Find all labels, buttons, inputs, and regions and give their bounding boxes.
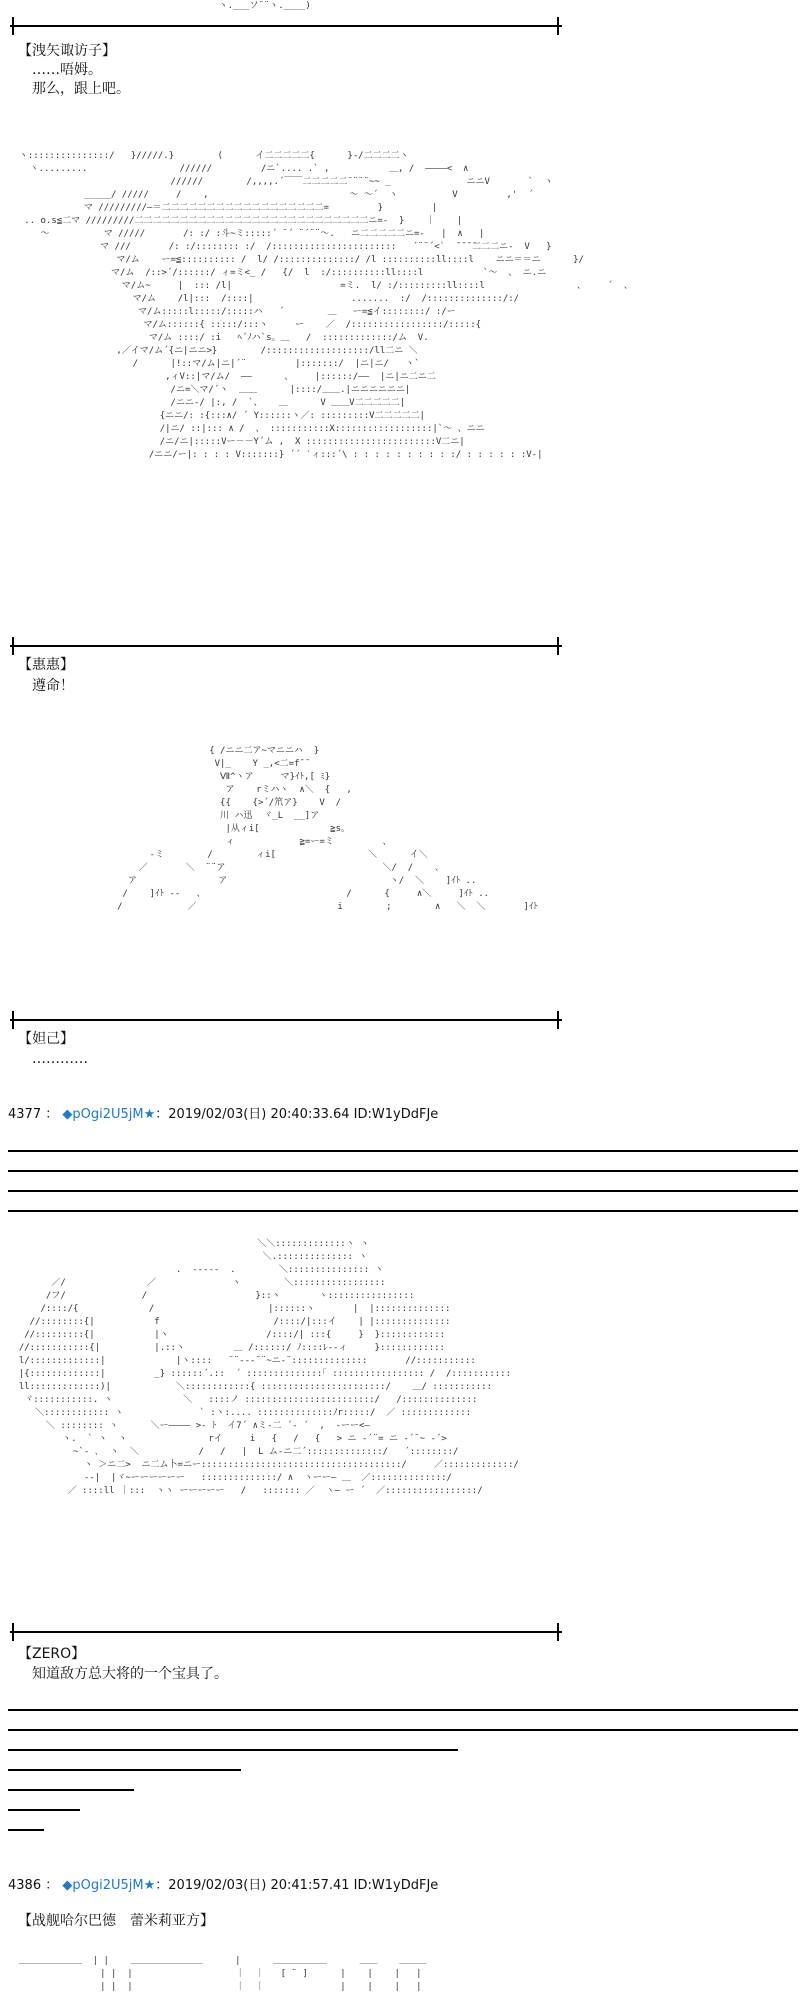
post-separator: ：	[45, 1107, 59, 1122]
ruler-line	[10, 1019, 562, 1021]
separator-rule	[8, 1150, 798, 1152]
speaker-label: 【战舰哈尔巴德 蕾米莉亚方】	[18, 1913, 214, 1929]
speaker-label: 【ZERO】	[18, 1646, 86, 1662]
ruler-tick	[12, 637, 14, 655]
post-header	[8, 1107, 438, 1123]
post-number: 4377	[8, 1107, 42, 1122]
separator-rule	[8, 1809, 80, 1811]
post-separator: ：	[45, 1878, 59, 1893]
dialogue-line: …………	[32, 1051, 88, 1067]
separator-rule	[8, 1170, 798, 1172]
separator-rule	[8, 1709, 798, 1711]
separator-rule	[8, 1749, 458, 1751]
post-date-id: ：2019/02/03(日) 20:41:57.41 ID:W1yDdFJe	[155, 1878, 439, 1893]
dialogue-line: ……唔姆。	[32, 62, 102, 78]
poster-trip-link[interactable]: ◆pOgi2U5jM★	[62, 1107, 156, 1122]
separator-rule	[8, 1729, 798, 1731]
separator-rule	[8, 1789, 134, 1791]
ascii-art-bottom-fragment: ＿＿＿＿＿＿＿ | | ＿＿＿＿＿＿＿＿ | ＿＿＿＿＿＿ ＿＿ ＿＿＿ | | | ｜ ｜ [ ¨ ] | | | | | | | ｜ ｜ | | | |	[18, 1956, 427, 1992]
ruler-line	[10, 1631, 562, 1633]
ruler-line	[10, 645, 562, 647]
ascii-art-top-tail: ヽ.___ソ¨¨ヽ.____)	[170, 1, 311, 11]
speaker-label: 【妲己】	[18, 1031, 74, 1047]
ascii-art-cast-character: { /ニニ二ア~マニニハ } V|_ Y _,<二=f¯¯ Ⅶ^ヽア マ}ｲﾄ,[ ﾐ} ア rミハヽ ∧＼ { , {{ {>´/笊ア} V / 川 ハ迅 ヾ_L __]ア |从ィi[ ≧s。 ィ ≧=ー=ミ 、 -ミ / ィi[ ＼ イ＼ ／ ＼ ¨¨ア ＼/ / 、 ア ア ヽ/ ＼ ]ｲﾄ .. / ]ｲﾄ -- 、 / { ∧＼ ]ｲﾄ .. / ／ i ; ∧ ＼ ＼ ]ｲﾄ	[117, 746, 538, 912]
separator-rule	[8, 1769, 241, 1771]
separator-rule	[8, 1190, 798, 1192]
post-number: 4386	[8, 1878, 42, 1893]
separator-rule	[8, 1210, 798, 1212]
ruler-line	[10, 25, 562, 27]
speaker-label: 【洩矢诹访子】	[18, 43, 116, 59]
dialogue-line: 那么，跟上吧。	[32, 81, 130, 97]
poster-trip-link[interactable]: ◆pOgi2U5jM★	[62, 1878, 156, 1893]
ruler-tick	[12, 1011, 14, 1029]
ascii-art-hat-character: ヽ:::::::::::::::/ }/////.} ( イ二二二二二{ }-/二二二二ヽ ヽ......... ////// /ニ`.... .` , ＿, / ――――< ∧ ////// /,,,,.´￣￣二二二二二¨¨¨¨~~ _ ニニV ` ヽ _____/ ///// / , ～ ～´ ヽ V ,' ´ マ /////////―＝二二二二二二二二二二二二二二二二二二= } | .. o.s≦二マ /////////二二二二二二二二二二二二二二二二二二二二二二二二二二ニ=- } ｜ | ～ マ ///// /: :/ :斗~ミ:::::´ ¨´ ¨´¨¨～. ニ二二二二二ニ=- | ∧ | マ /// /: :/:::::::: :/ /::::::::::::::::::::::: ´¨¨´<` ̄ ̄ ̄ ̄二二二ニ- V } マ/ム ー=≦:::::::::: / l/ /::::::::::::::/ /l ::::::::::ll::::l ニニ＝＝ニ }/ マ/ム /::>´/::::::/ ィ=ミ<_ / {/ l :/::::::::::ll::::l `～ 、 ニ.ニ マ/ム~ | ::: /l| =ミ. l/ :/:::::::::ll::::l 、 ´ 、 マ/ム /l|::: /::::| ....... :/ /::::::::::::::/:/ マ/ム:::::l:::::/:::::ハ ´ ＿ ー=≦イ::::::::/ :/ー マ/ム::::::{ :::::/:::ヽ ー ／ /:::::::::::::::::/:::::{ マ/ム ::::/ :i ﾍ´ﾉハ`s。＿ / :::::::::::::/ム V. ,／イマ/ム´{ニ|ニニ>} /:::::::::::::::::::/ll二ニ ＼ / |!::マ/ム|ニ|´¨ |:::::::/ |ニ|ニ/ ヽ` ,ィV::|マ/ム/ ―― 、 |::::::/―― |ニ|ニ二ニ二 /ニ=＼マ/´ヽ ＿＿ |::::/＿＿.|ニニニニニニ| /ニニ-/ |:, / `、 ＿ V ＿＿V二二二二二| {ニニ/: :{:::∧/ ´ Y::::::ヽ／: :::::::::V二二二二二| /|ニ/ ::|::: ∧ / 、 :::::::::::X::::::::::::::::::|`～ 、ニニ /ニ/ニ|:::::Vー－－Y´ム , X ::::::::::::::::::::::::V二ニ| /ニニ/ー|: : : : V:::::::} ´´ ′ィ:::´\ : : : : : : : : : :/ : : : : : :V-|	[18, 151, 633, 460]
ascii-art-sphere: ＼＼:::::::::::::ヽ ヽ ＼.:::::::::::::: ヽ . ----- . ＼::::::::::::::: ヽ ／/ ／ ヽ ＼::::::::::::::::: /フ/ / }::ヽ ヽ:::::::::::::::: /::::/{ / |::::::ヽ | |:::::::::::::: //::::::::{| f /::::/|:::イ | |:::::::::::::: //:::::::::{| |ヽ /::::/| :::{ } }:::::::::::: //:::::::::::{| |.::ヽ ＿ /::::::/ ﾉ::::ﾚ--ィ }:::::::::::: l/:::::::::::::| |ヽ:::: ¨¨---¨¨~ニ-¨:::::::::::::: //::::::::::: |{:::::::::::::| _} ::::::´.:: ´ ::::::::::::::｢ ::::::::::::::::: / /::::::::::: ll:::::::::::::)| ＼::::::::::::{ :::::::::::::::::::::::/ ＿/ ::::::::::: ヾ:::::::::::. ヽ ＼ ::::ノ ::::::::::::::::::::::::/ /:::::::::::::: ＼:::::::::::: ヽ ` :ヽ:.... ::::::::::::::ﾉr:::::/ ／ ::::::::::::: ＼ :::::::: ヽ ＼ー―――― >- ﾄ イ7´ ∧ミ-二 ´- ´ , -ーー<― ヽ. ` ヽ ヽ rイ i { / { > ニ -´¨= ニ -´¨~ -´> ~`- ､ ヽ ＼ / / | L ム-ニ二´::::::::::::::/ ´::::::::/ ヽ ＞ニ二> ニ二ム卜=ニー:::::::::::::::::::::::::::::::::::::/ ／:::::::::::::/ --| |ヾ~ーーーーーー ::::::::::::::/ ∧ ヽーー― ＿ ／::::::::::::::/ ／ ::::ll ｜::: ヽヽ ーーーーー / ::::::: ／ ヽ― ー ´ ／:::::::::::::::::/	[18, 1239, 519, 1496]
post-header	[8, 1878, 438, 1894]
dialogue-line: 知道敌方总大将的一个宝具了。	[32, 1666, 228, 1682]
dialogue-line: 遵命！	[32, 678, 74, 694]
speaker-label: 【惠惠】	[18, 657, 74, 673]
ruler-tick	[557, 17, 559, 35]
ruler-tick	[557, 637, 559, 655]
ruler-tick	[557, 1623, 559, 1641]
separator-rule	[8, 1829, 44, 1831]
ruler-tick	[12, 17, 14, 35]
ruler-tick	[12, 1623, 14, 1641]
ruler-tick	[557, 1011, 559, 1029]
post-date-id: ：2019/02/03(日) 20:40:33.64 ID:W1yDdFJe	[155, 1107, 439, 1122]
